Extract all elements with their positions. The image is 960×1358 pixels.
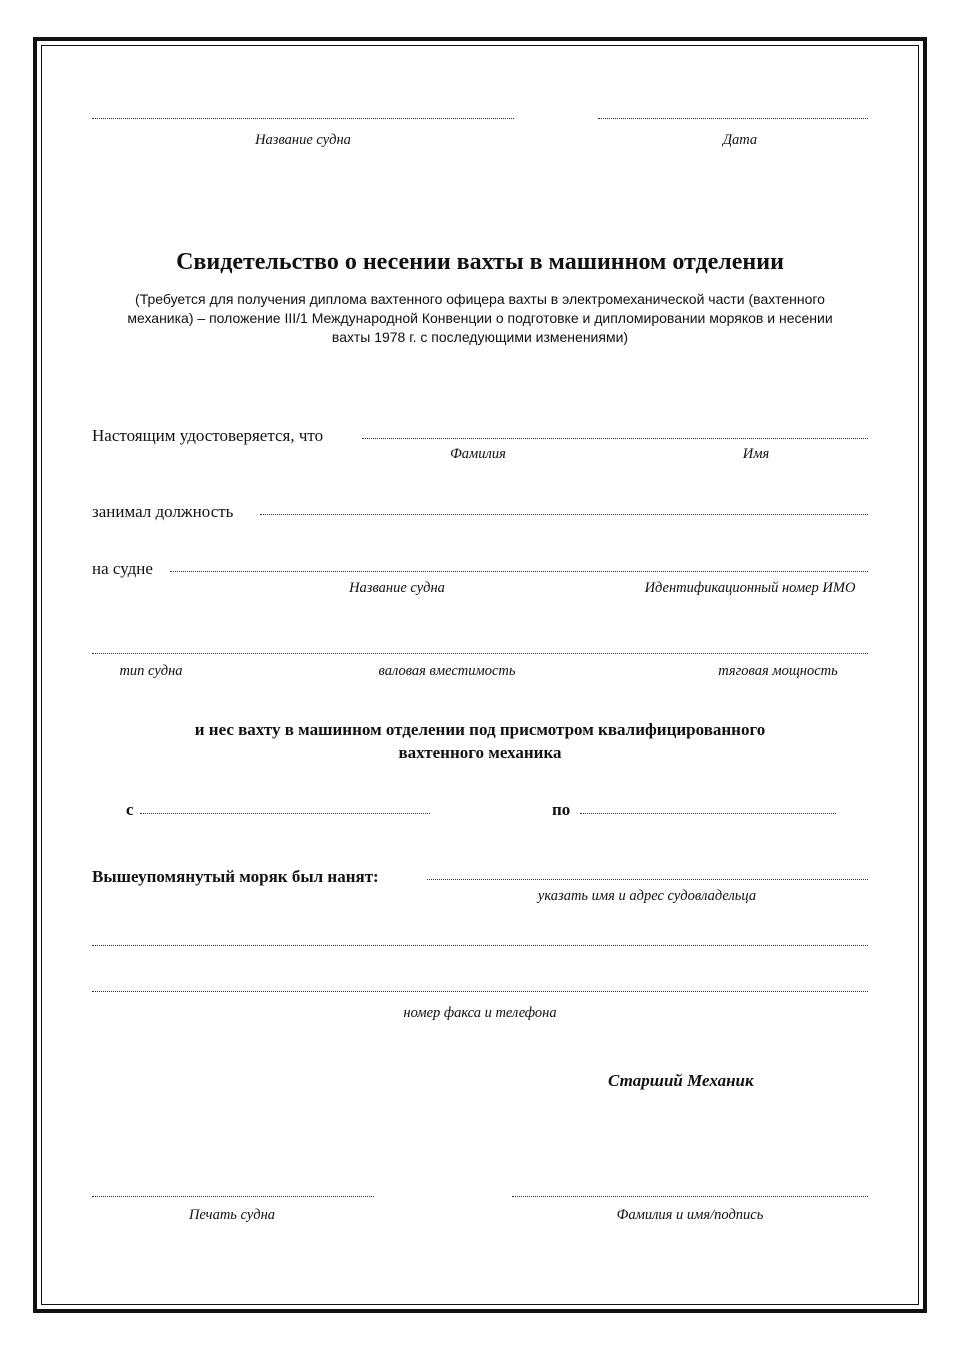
vessel-type-caption: тип судна — [119, 663, 183, 679]
contacts-caption: номер факса и телефона — [403, 1005, 557, 1021]
period-from-label: с — [126, 800, 134, 819]
employer-label: Вышеупомянутый моряк был нанят: — [92, 867, 379, 886]
position-field[interactable] — [260, 514, 868, 515]
employer-address-field[interactable] — [92, 945, 868, 946]
subtitle-line-2: механика) – положение III/1 Международной Конвенции о подготовке и дипломировании моряков и несении — [127, 310, 833, 326]
subtitle-line-3: вахты 1978 г. с последующими изменениями) — [331, 329, 629, 345]
employer-caption: указать имя и адрес судовладельца — [537, 888, 757, 904]
date-caption: Дата — [722, 132, 758, 148]
position-label: занимал должность — [92, 502, 234, 521]
vessel-field[interactable] — [170, 571, 868, 572]
document-title: Свидетельство о несении вахты в машинном отделении — [176, 249, 784, 275]
employer-field[interactable] — [427, 879, 868, 880]
certify-label: Настоящим удостоверяется, что — [92, 426, 324, 445]
period-from-field[interactable] — [140, 813, 430, 814]
watch-statement-line-2: вахтенного механика — [398, 743, 562, 762]
signature-field[interactable] — [512, 1196, 868, 1197]
watch-statement-line-1: и нес вахту в машинном отделении под присмотром квалифицированного — [194, 720, 766, 739]
imo-caption: Идентификационный номер ИМО — [644, 580, 856, 596]
period-to-field[interactable] — [580, 813, 836, 814]
gross-tonnage-caption: валовая вместимость — [378, 663, 516, 679]
signature-caption: Фамилия и имя/подпись — [616, 1207, 764, 1223]
ship-stamp-field[interactable] — [92, 1196, 374, 1197]
vessel-name-field[interactable] — [92, 118, 514, 119]
vessel-details-field[interactable] — [92, 653, 868, 654]
propulsion-power-caption: тяговая мощность — [718, 663, 838, 679]
period-to-label: по — [552, 800, 571, 819]
vessel-name-caption: Название судна — [255, 132, 351, 148]
vessel-label: на судне — [92, 559, 153, 578]
document-subtitle — [115, 290, 845, 347]
ship-stamp-caption: Печать судна — [188, 1207, 276, 1223]
vessel-name-caption-2: Название судна — [349, 580, 445, 596]
date-field[interactable] — [598, 118, 868, 119]
surname-caption: Фамилия — [450, 446, 506, 462]
full-name-field[interactable] — [362, 438, 868, 439]
chief-engineer-title: Старший Механик — [608, 1071, 754, 1090]
contacts-field[interactable] — [92, 991, 868, 992]
first-name-caption: Имя — [742, 446, 770, 462]
subtitle-line-1: (Требуется для получения диплома вахтенного офицера вахты в электромеханической части (вахтенного — [135, 291, 825, 307]
